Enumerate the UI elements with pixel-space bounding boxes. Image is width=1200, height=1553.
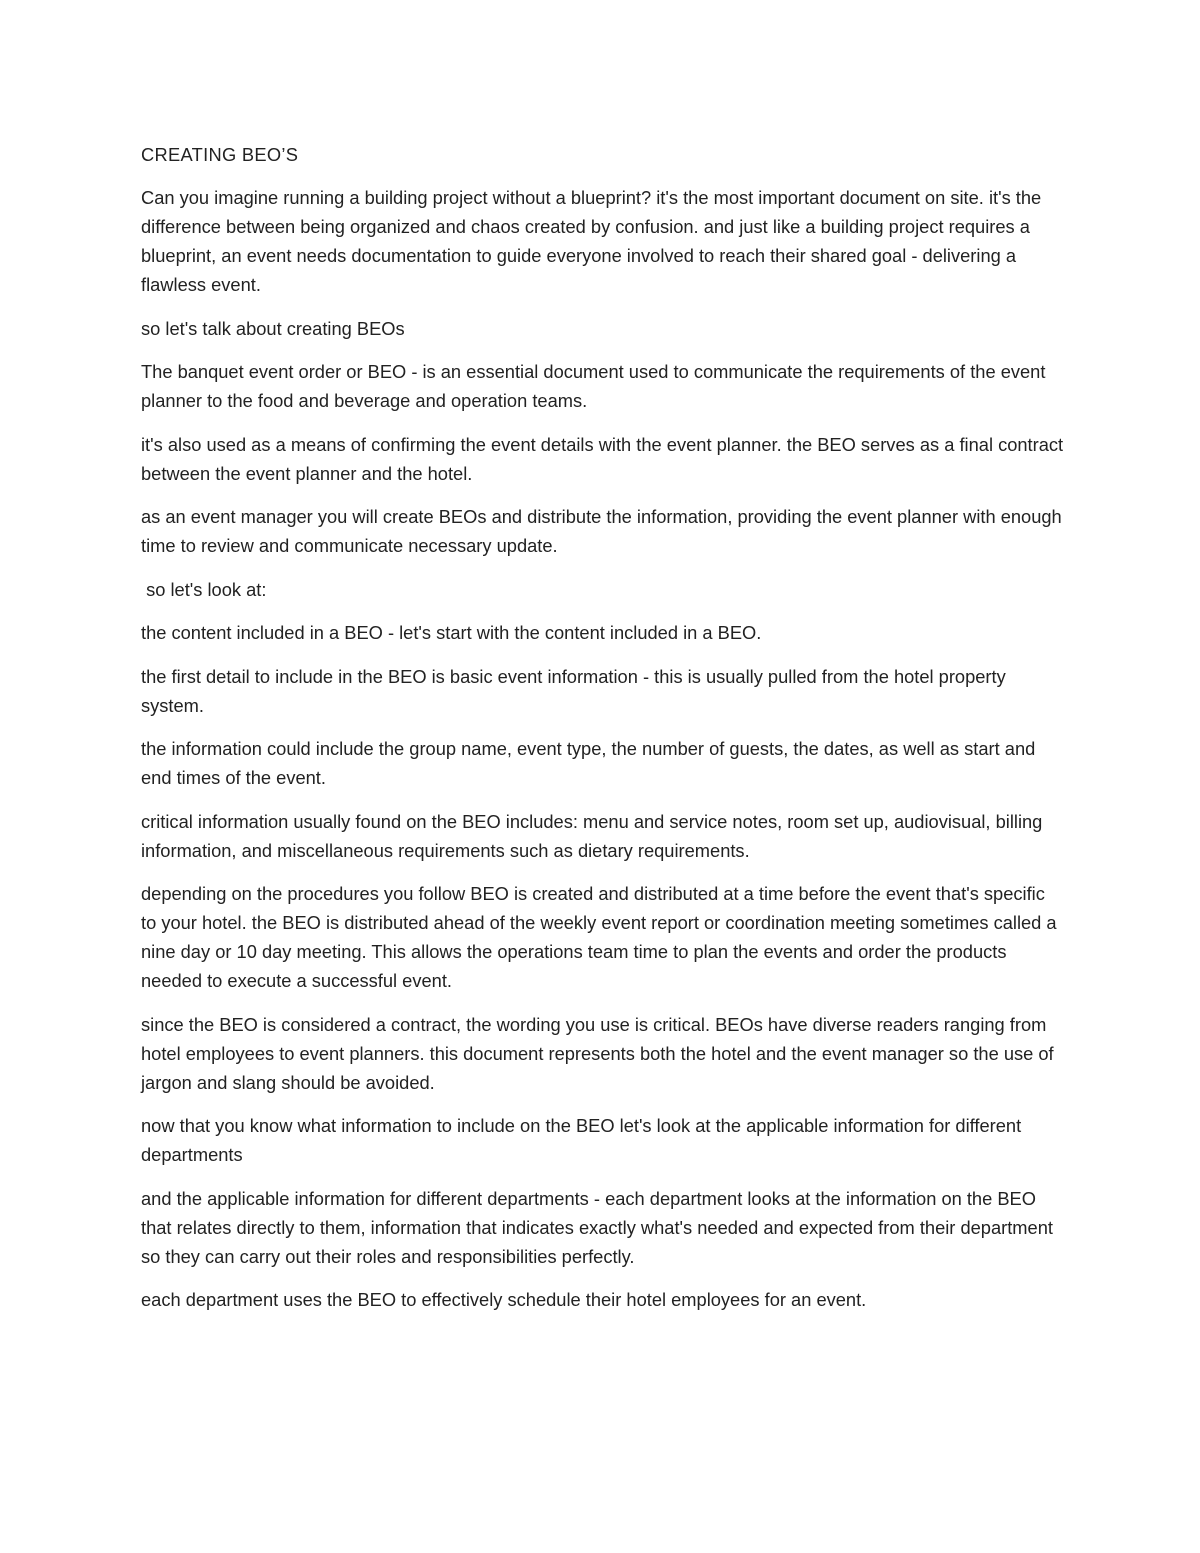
paragraph-12: since the BEO is considered a contract, the wording you use is critical. BEOs have diverse readers ranging from hotel employees to event planners. this document represents both the hotel and the event manager so the use of jargon and slang should be avoided. xyxy=(141,1013,1054,1093)
paragraph-2: so let's talk about creating BEOs xyxy=(141,317,405,339)
paragraph-1: Can you imagine running a building project without a blueprint? it's the most important document on site. it's the difference between being organized and chaos created by confusion. and just like a building project requires a blueprint, an event needs documentation to guide everyone involved to reach their shared goal - delivering a flawless event. xyxy=(141,187,1042,295)
paragraph-13: now that you know what information to include on the BEO let's look at the applicable information for different departments xyxy=(141,1115,1022,1165)
paragraph-11: depending on the procedures you follow BEO is created and distributed at a time before the event that's specific to your hotel. the BEO is distributed ahead of the weekly event report or coordination meeting sometimes called a nine day or 10 day meeting. This allows the operations team time to plan the events and order the products needed to execute a successful event. xyxy=(141,883,1057,991)
paragraph-8: the first detail to include in the BEO is basic event information - this is usually pulled from the hotel property system. xyxy=(141,665,1006,716)
paragraph-4: it's also used as a means of confirming the event details with the event planner. the BEO serves as a final contract between the event planner and the hotel. xyxy=(141,433,1064,484)
paragraph-7: the content included in a BEO - let's start with the content included in a BEO. xyxy=(141,622,762,643)
paragraph-14: and the applicable information for different departments - each department looks at the information on the BEO that relates directly to them, information that indicates exactly what's needed and expected from their department so they can carry out their roles and responsibilities perfectly. xyxy=(141,1187,1053,1267)
paragraph-3: The banquet event order or BEO - is an essential document used to communicate the requirements of the event planner to the food and beverage and operation teams. xyxy=(141,361,1046,411)
paragraph-6: so let's look at: xyxy=(141,578,267,600)
paragraph-10: critical information usually found on the BEO includes: menu and service notes, room set up, audiovisual, billing information, and miscellaneous requirements such as dietary requirements. xyxy=(141,810,1043,861)
paragraph-5: as an event manager you will create BEOs and distribute the information, providing the event planner with enough time to review and communicate necessary update. xyxy=(141,506,1062,556)
paragraph-15: each department uses the BEO to effectively schedule their hotel employees for an event. xyxy=(141,1289,867,1310)
document-title: CREATING BEO’S xyxy=(141,144,299,165)
paragraph-9: the information could include the group name, event type, the number of guests, the dates, as well as start and end times of the event. xyxy=(141,738,1036,788)
